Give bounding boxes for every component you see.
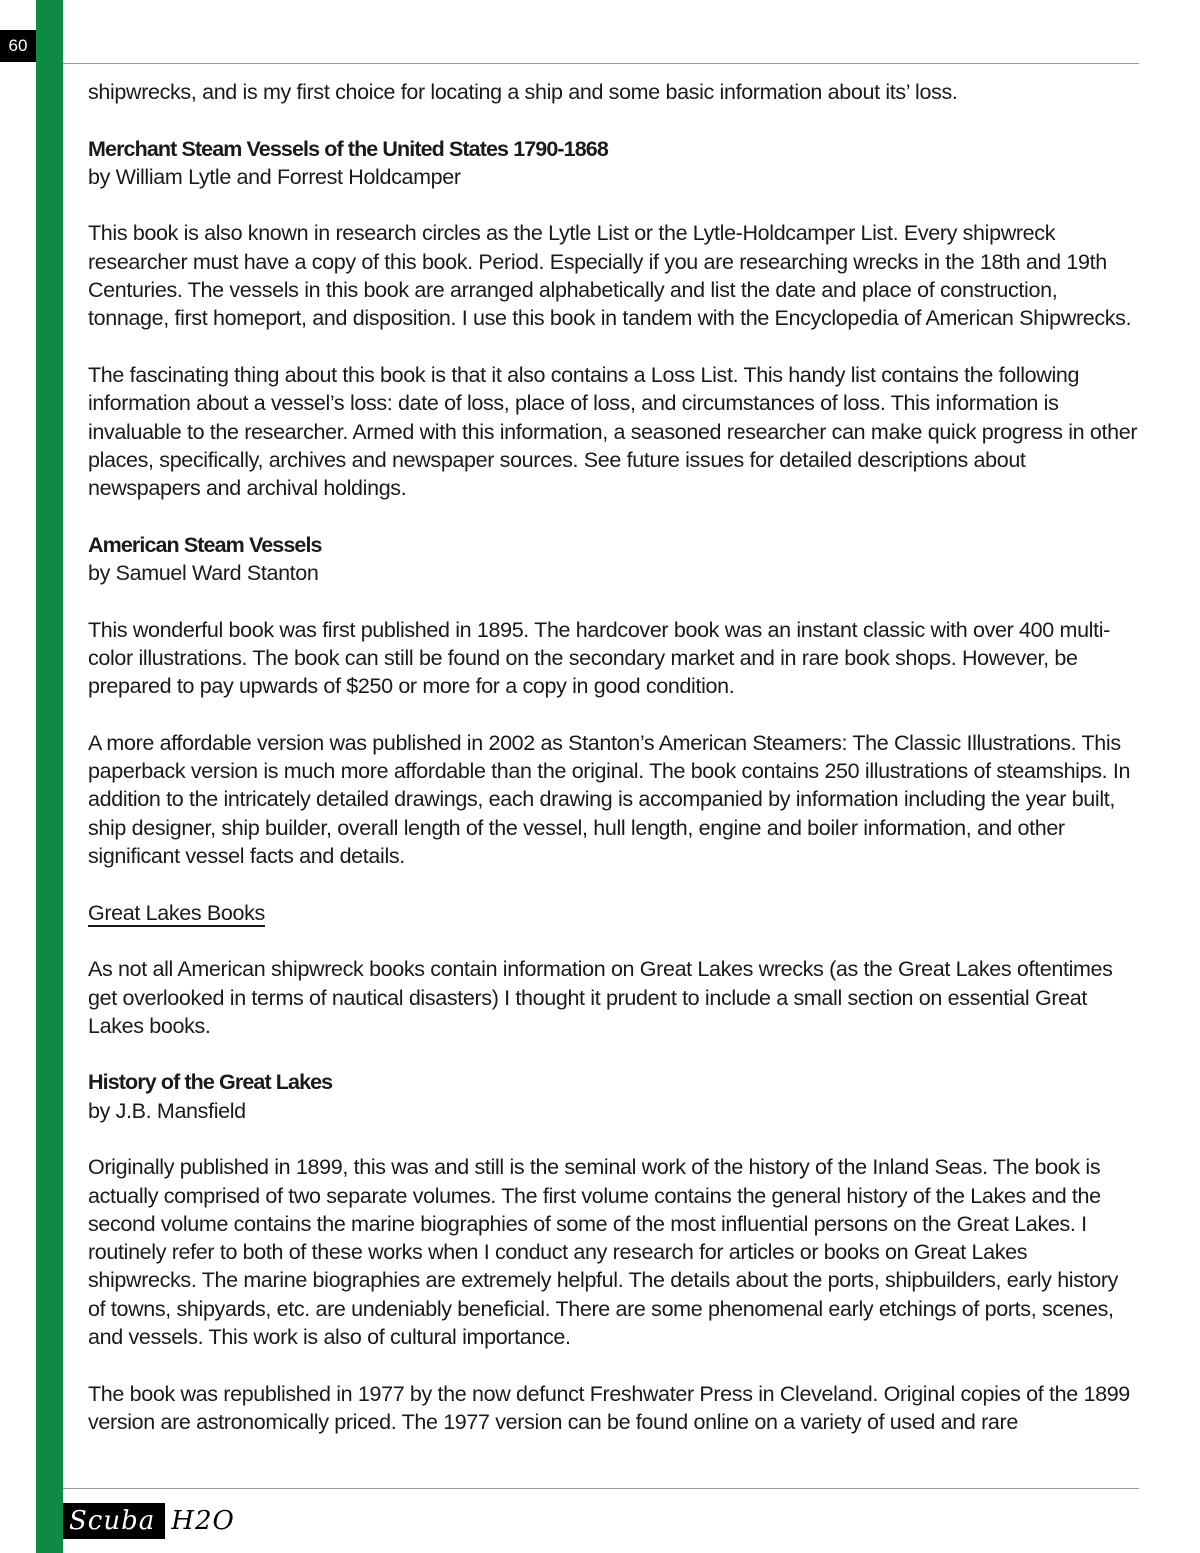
logo-h2o-text: H2O xyxy=(171,1506,235,1536)
paragraph: As not all American shipwreck books contain information on Great Lakes wrecks (as the Great Lakes oftentimes get overlooked in terms of nautical disasters) I thought it prudent to include a small section on essential Great Lakes books. xyxy=(88,957,1113,1038)
book-author: by William Lytle and Forrest Holdcamper xyxy=(88,164,461,189)
header-divider xyxy=(63,63,1139,64)
book-title: American Steam Vessels xyxy=(88,532,322,557)
paragraph: The fascinating thing about this book is that it also contains a Loss List. This handy list contains the following information about a vessel’s loss: date of loss, place of loss, and circumstances of loss. This information is invaluable to the researcher. Armed with this information, a seasoned researcher can make quick progress in other places, specifically, archives and newspaper sources. See future issues for detailed descriptions about newspapers and archival holdings. xyxy=(88,362,1138,501)
book-title: History of the Great Lakes xyxy=(88,1070,333,1095)
book-title: Merchant Steam Vessels of the United States 1790-1868 xyxy=(88,136,608,161)
magazine-logo xyxy=(63,1503,235,1539)
paragraph: This wonderful book was first published in 1895. The hardcover book was an instant classic with over 400 multi-color illustrations. The book can still be found on the secondary market and in rare book shops. However, be prepared to pay upwards of $250 or more for a copy in good condition. xyxy=(88,617,1110,699)
paragraph: The book was republished in 1977 by the now defunct Freshwater Press in Cleveland. Original copies of the 1899 version are astronomically priced. The 1977 version can be found online on a variety of used and rare xyxy=(88,1381,1130,1434)
footer-divider xyxy=(63,1488,1139,1489)
paragraph: This book is also known in research circles as the Lytle List or the Lytle-Holdcamper List. Every shipwreck researcher must have a copy of this book. Period. Especially if you are researching wrecks in the 18th and 19th Centuries. The vessels in this book are arranged alphabetically and list the date and place of construction, tonnage, first homeport, and disposition. I use this book in tandem with the Encyclopedia of American Shipwrecks. xyxy=(88,221,1132,331)
section-heading: Great Lakes Books xyxy=(88,900,265,925)
paragraph: A more affordable version was published in 2002 as Stanton’s American Steamers: The Classic Illustrations. This paperback version is much more affordable than the original. The book contains 250 illustrations of steamships. In addition to the intricately detailed drawings, each drawing is accompanied by information including the year built, ship designer, ship builder, overall length of the vessel, hull length, engine and boiler information, and other significant vessel facts and details. xyxy=(88,730,1131,869)
book-author: by Samuel Ward Stanton xyxy=(88,561,319,586)
paragraph: shipwrecks, and is my first choice for locating a ship and some basic information about its’ loss. xyxy=(88,80,958,104)
side-accent-bar xyxy=(36,0,63,1553)
book-author: by J.B. Mansfield xyxy=(88,1098,246,1123)
paragraph: Originally published in 1899, this was and still is the seminal work of the history of the Inland Seas. The book is actually comprised of two separate volumes. The first volume contains the general history of the Lakes and the second volume contains the marine biographies of some of the most influential persons on the Great Lakes. I routinely refer to both of these works when I conduct any research for articles or books on Great Lakes shipwrecks. The marine biographies are extremely helpful. The details about the ports, shipbuilders, early history of towns, shipyards, etc. are undeniably beneficial. There are some phenomenal early etchings of ports, scenes, and vessels. This work is also of cultural importance. xyxy=(88,1155,1119,1350)
book-entry xyxy=(88,135,1140,192)
article-body xyxy=(88,78,1140,1465)
page-number: 60 xyxy=(0,30,36,62)
book-entry xyxy=(88,1068,1140,1125)
logo-scuba-text: Scuba xyxy=(63,1503,165,1539)
book-entry xyxy=(88,531,1140,588)
